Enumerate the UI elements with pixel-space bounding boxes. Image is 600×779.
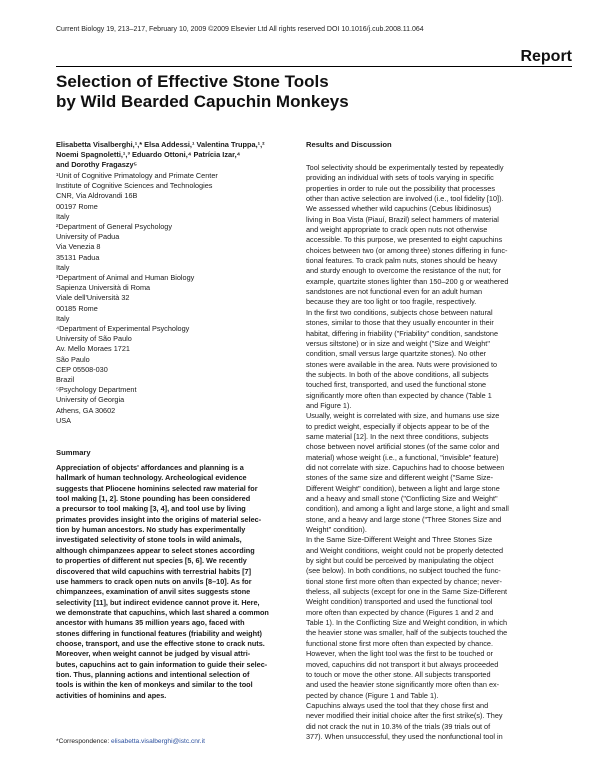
results-line: did not correlate with size. Capuchins had to choose between xyxy=(306,462,505,472)
summary-text xyxy=(56,463,290,701)
results-line: chose between novel artificial stones (of the same color and xyxy=(306,442,500,452)
results-line: choices between two (or among three) stones differing in func- xyxy=(306,245,508,255)
summary-line: chimpanzees, examination of anvil sites suggests stone xyxy=(56,587,251,597)
results-line: material) whose weight (i.e., a functional, "invisible" feature) xyxy=(306,452,499,462)
results-line: touched first, transported, and used the functional stone xyxy=(306,380,487,390)
results-line: and Weight conditions, weight could not be properly detected xyxy=(306,545,504,555)
results-line: tional features. To crack palm nuts, stones should be heavy xyxy=(306,256,498,266)
results-line: functional stone first more often than expected by chance. xyxy=(306,638,493,648)
results-line: Usually, weight is correlated with size, and humans use size xyxy=(306,411,500,421)
summary-line: suggests that Pliocene hominins selected raw material for xyxy=(56,483,258,493)
results-line: Capuchins always used the tool that they chose first and xyxy=(306,700,489,710)
summary-line: tools is within the ken of monkeys and similar to the tool xyxy=(56,680,253,690)
running-head: Current Biology 19, 213–217, February 10, 2009 ©2009 Elsevier Ltd All rights reserved DOI 10.1016/j.cub.2008.11.064 xyxy=(56,26,424,33)
header-rule xyxy=(56,66,572,67)
results-line: other than active selection are involved (i.e., tool fidelity [10]). xyxy=(306,194,504,204)
left-column xyxy=(56,140,290,701)
results-line: providing an individual with sets of tools varying in specific xyxy=(306,173,494,183)
results-line: Weight condition) transported and used the functional tool xyxy=(306,597,493,607)
results-line: Table 1). In the Conflicting Size and Weight condition, in which xyxy=(306,618,508,628)
affiliation-line: CNR, Via Aldrovandi 16B xyxy=(56,191,138,201)
results-line: more often than expected by chance (Figures 1 and 2 and xyxy=(306,607,494,617)
affiliation-line: ²Department of General Psychology xyxy=(56,222,172,232)
section-label: Report xyxy=(520,48,572,65)
title-line: by Wild Bearded Capuchin Monkeys xyxy=(56,92,349,111)
results-line: versus siltstone) or in size and weight ("Size and Weight" xyxy=(306,338,490,348)
results-line: and used the heavier stone significantly more often than ex- xyxy=(306,680,500,690)
results-line: In the Same Size-Different Weight and Three Stones Size xyxy=(306,535,493,545)
affiliation-line: 35131 Padua xyxy=(56,252,100,262)
results-line: did not crack the nut in 10.3% of the trials (39 trials out of xyxy=(306,721,491,731)
results-line: and sturdy enough to overcome the resistance of the nut; for xyxy=(306,266,502,276)
summary-line: a precursor to tool making [3, 4], and tool use by living xyxy=(56,504,246,514)
summary-line: tion. Thus, planning actions and intentional selection of xyxy=(56,669,250,679)
summary-heading: Summary xyxy=(56,448,91,458)
affiliation-line: ⁴Department of Experimental Psychology xyxy=(56,324,190,334)
results-line: and weight appropriate to crack open nuts not otherwise xyxy=(306,225,488,235)
results-line: stones, similar to those that they usually encounter in their xyxy=(306,318,494,328)
summary-line: to properties of different nut species [5, 6]. We recently xyxy=(56,556,247,566)
results-line: living in Boa Vista (Piauí, Brazil) select hammers of material xyxy=(306,214,499,224)
results-line: (see below). In both conditions, no subject touched the func- xyxy=(306,566,501,576)
summary-line: butes, capuchins act to gain information to guide their selec- xyxy=(56,659,268,669)
affiliation-line: USA xyxy=(56,415,72,425)
summary-line: choose, transport, and use the effective stone to crack nuts. xyxy=(56,638,265,648)
affiliation-line: Athens, GA 30602 xyxy=(56,405,116,415)
right-column xyxy=(306,140,576,742)
results-line: the subjects. In both of the above conditions, all subjects xyxy=(306,369,489,379)
correspondence-label: *Correspondence: xyxy=(56,738,111,745)
affiliation-line: Italy xyxy=(56,313,70,323)
affiliation-line: Via Venezia 8 xyxy=(56,242,101,252)
author-line: Elisabetta Visalberghi,¹,* Elsa Addessi,¹ Valentina Truppa,¹,² xyxy=(56,140,265,149)
affiliation-line: CEP 05508-030 xyxy=(56,364,108,374)
summary-line: tool making [1, 2]. Stone pounding has been considered xyxy=(56,494,251,504)
affiliation-line: Brazil xyxy=(56,375,75,385)
affiliation-line: 00185 Rome xyxy=(56,303,98,313)
author-line: Noemi Spagnoletti,¹,³ Eduardo Ottoni,⁴ Patrícia Izar,⁴ xyxy=(56,150,241,159)
results-line: Different Weight" condition), between a light and large stone xyxy=(306,483,500,493)
summary-line: Appreciation of objects' affordances and planning is a xyxy=(56,463,244,473)
results-line: sandstones are not functional even for an adult human xyxy=(306,287,483,297)
results-line: moved, capuchins did not transport it but always proceeded xyxy=(306,659,499,669)
summary-line: investigated selectivity of stone tools in wild animals, xyxy=(56,535,242,545)
results-line: Tool selectivity should be experimentally tested by repeatedly xyxy=(306,163,504,172)
summary-line: Moreover, when weight cannot be judged by visual attri- xyxy=(56,649,251,659)
results-line: to touch or move the other stone. All subjects transported xyxy=(306,669,491,679)
results-line: condition), and among a light and large stone, a light and small xyxy=(306,504,509,514)
results-line: never modified their initial choice after the first strike(s). They xyxy=(306,711,503,721)
results-line: significantly more often than expected by chance (Table 1 xyxy=(306,390,492,400)
results-line: the heavier stone was smaller, half of the subjects touched the xyxy=(306,628,508,638)
summary-line: hallmark of human technology. Archeological evidence xyxy=(56,473,247,483)
results-line: We assessed whether wild capuchins (Cebus libidinosus) xyxy=(306,204,492,214)
affiliation-line: ⁵Psychology Department xyxy=(56,385,137,395)
affiliation-line: Av. Mello Moraes 1721 xyxy=(56,344,130,354)
results-line: example, quartzite stones lighter than 150–200 g or weathered xyxy=(306,276,509,286)
results-line: properties in order to rule out the possibility that processes xyxy=(306,183,496,193)
article-title xyxy=(56,72,476,112)
results-line: and Figure 1). xyxy=(306,400,352,410)
title-line: Selection of Effective Stone Tools xyxy=(56,72,329,91)
affiliation-line: University of Padua xyxy=(56,232,120,242)
affiliation-line: 00197 Rome xyxy=(56,201,98,211)
affiliation-line: University of São Paulo xyxy=(56,334,132,344)
results-line: to predict weight, especially if objects appear to be of the xyxy=(306,421,490,431)
author-list xyxy=(56,140,290,170)
summary-line: activities of hominins and apes. xyxy=(56,690,167,700)
results-line: pected by chance (Figure 1 and Table 1). xyxy=(306,690,439,700)
results-line: stone, and a heavy and large stone ("Three Stones Size and xyxy=(306,514,502,524)
results-text xyxy=(306,163,576,742)
results-line: accessible. To this purpose, we presented to eight capuchins xyxy=(306,235,503,245)
affiliation-line: Italy xyxy=(56,211,70,221)
results-line: same material [12]. In the next three conditions, subjects xyxy=(306,431,489,441)
summary-line: ancestor with humans 35 million years ago, faced with xyxy=(56,618,245,628)
affiliation-line: São Paulo xyxy=(56,354,90,364)
author-line: and Dorothy Fragaszy⁵ xyxy=(56,160,138,169)
results-line: and a heavy and small stone ("Conflicting Size and Weight" xyxy=(306,494,498,503)
correspondence-footnote xyxy=(56,738,205,745)
summary-line: stones differing in functional features (friability and weight) xyxy=(56,628,262,638)
results-heading: Results and Discussion xyxy=(306,140,392,149)
affiliation-line: Sapienza Università di Roma xyxy=(56,283,151,293)
affiliation-list xyxy=(56,171,290,426)
affiliation-line: Italy xyxy=(56,262,70,272)
results-line: stones were available in the area. Nuts were provisioned to xyxy=(306,359,498,369)
summary-line: primates provides insight into the origins of material selec- xyxy=(56,514,262,524)
results-line: Weight" condition). xyxy=(306,525,367,535)
results-line: tional stone first more often than expected by chance; never- xyxy=(306,576,502,586)
summary-line: selectivity [11], but indirect evidence cannot prove it. Here, xyxy=(56,597,260,607)
summary-line: discovered that wild capuchins with terrestrial habits [7] xyxy=(56,566,252,576)
results-line: However, when the light tool was the first to be touched or xyxy=(306,649,493,659)
correspondence-email-link[interactable]: elisabetta.visalberghi@istc.cnr.it xyxy=(110,738,205,745)
summary-line: although chimpanzees appear to select stones according xyxy=(56,545,255,555)
affiliation-line: Viale dell'Università 32 xyxy=(56,293,130,303)
results-line: In the first two conditions, subjects chose between natural xyxy=(306,307,493,317)
results-line: because they are too light or too fragile, respectively. xyxy=(306,297,477,307)
affiliation-line: University of Georgia xyxy=(56,395,125,405)
results-line: 377). When unsuccessful, they used the nonfunctional tool in xyxy=(306,731,503,741)
results-line: condition, small versus large quartzite stones). No other xyxy=(306,349,487,359)
results-line: habitat, differing in friability ("Friability" condition, sandstone xyxy=(306,328,499,338)
results-line: theless, all subjects (except for one in the Same Size-Different xyxy=(306,587,508,597)
results-line: by sight but could be perceived by manipulating the object xyxy=(306,556,494,566)
affiliation-line: ¹Unit of Cognitive Primatology and Primate Center xyxy=(56,171,218,180)
affiliation-line: ³Department of Animal and Human Biology xyxy=(56,273,195,283)
affiliation-line: Institute of Cognitive Sciences and Technologies xyxy=(56,181,213,191)
summary-line: we demonstrate that capuchins, which last shared a common xyxy=(56,607,269,617)
summary-line: use hammers to crack open nuts on anvils [8–10]. As for xyxy=(56,576,252,586)
summary-line: tion by human ancestors. No study has experimentally xyxy=(56,525,246,535)
results-line: stones of the same size and different weight ("Same Size- xyxy=(306,473,494,483)
